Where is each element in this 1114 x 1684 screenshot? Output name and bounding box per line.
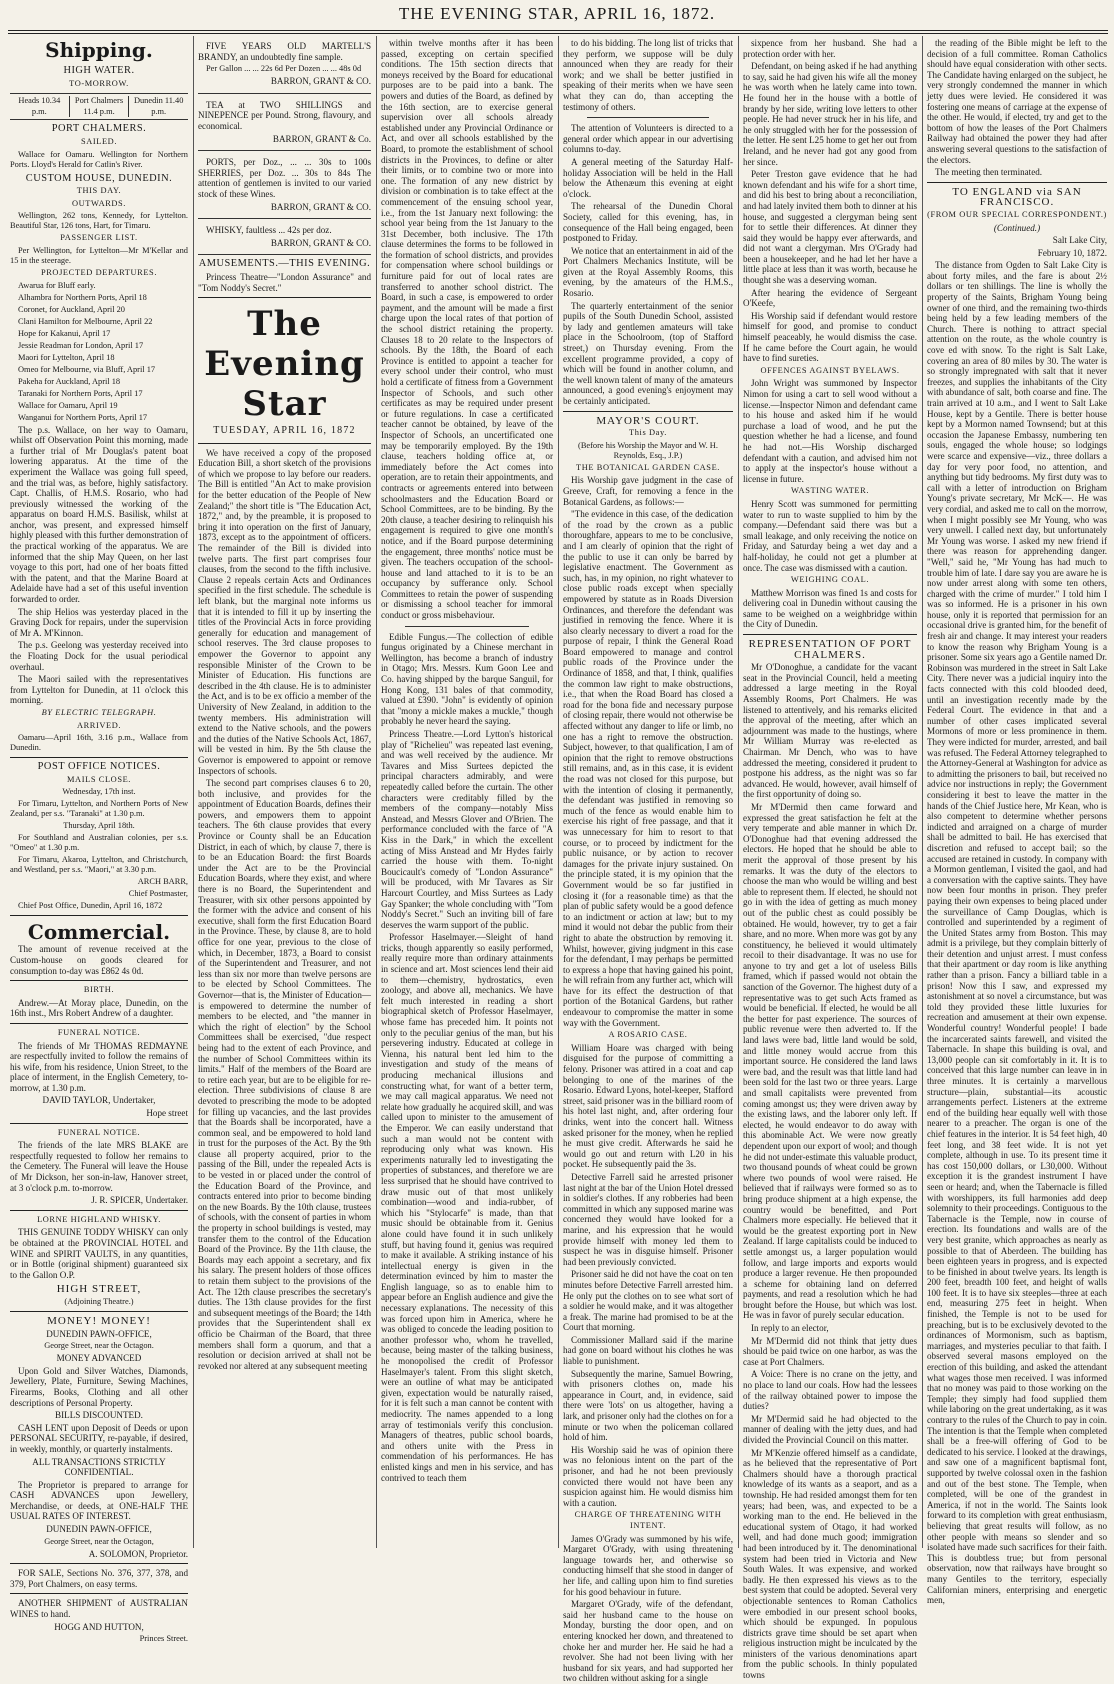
list-item: Wanganui for Northern Ports, April 17: [18, 412, 148, 422]
dateline-place: Salt Lake City,: [1052, 235, 1107, 246]
article-paragraph: Mr M'Kenzie offered himself as a candidate, as he believed that the representative of Port Chalmers should have a thorough practical knowledge of its wants as a seaport, and as a township. He had resided amongst them for ten years; had been, was, and expected to be a working man to the end. He believed in the educational system of Otago, it had worked well, and had done much good; immigration had been introduced by it. The denominational system had been tried in Victoria and New South Wales. It was expensive, and worked badly. He then expressed his views as to the best system that could be adopted. Several very objectionable sentences to Roman Catholics were embodied in our present school books, which should be expunged. In populous districts grave time should be set apart when religious instruction might be inculcated by the ministers of the various denominations apart from the public schools. In thinly populated towns: [743, 1447, 917, 1681]
column-divider: [376, 36, 377, 1548]
post-line: For Timaru, Lyttelton, and Northern Ports of New Zealand, per s.s. "Taranaki" at 1.30 p.m.: [10, 799, 188, 819]
article-paragraph: Matthew Morrison was fined 1s and costs for delivering coal in Dunedin without causing the same to be weighed on a weighbridge within the City of Dunedin.: [743, 587, 917, 630]
pawn-office-title: DUNEDIN PAWN-OFFICE,: [46, 1328, 152, 1339]
article-paragraph: Professor Haselmayer.—Sleight of hand tricks, though apparently so easily performed, really require more than ordinary attainments in science and art. Most sciences lend their aid to them—chemistry, hydrostatics, even zoology, and above all, mechanics. We have felt much interested in reading a short biographical sketch of Professor Haselmayer, whose fame has preceded him. It points not only to the peculiar genius of the man, but his persevering industry. Educated at college in Vienna, his natural bent led him to the investigation and study of the means of producing mechanical illusions and constructing what, for want of a better term, we may call magical apparatus. We need not relate how gradually he acquired skill, and was called upon to minister to the amusement of the Emperor. We can easily understand that such a man would not be content with reproducing only what was known. His experiments naturally led to investigating the properties of substances, and therefore we are less surprised that he should have contrived to draw music out of that most unlikely combination—wood and india-rubber, of which his "Stylocarfe" is made, than that music should be obtainable from it. Genius alone could have found it in such unlikely stuff, but having found it, genius was required to make it available. A striking instance of his intellectual energy is given in the determination evinced by him to master the English language, so as to enable him to appear before an English audience and give the necessary explanations. The necessity of this was forced upon him in America, where he was obliged to concede the leading position to another professor who, whom he travelled, because, being master of the talking business, he monopolised the credit of Professor Haselmayer's talent. From this slight sketch, were an outline of what may be anticipated given, expectation would be naturally raised, for it is felt such a man cannot be content with mediocrity. The names appended to a long array of testimonials verify this conclusion. Managers of theatres, public school boards, and others unite with the Press in commendation of his performances. He has enlisted kings and men in his service, and has contrived to teach them: [381, 932, 553, 1483]
whisky-heading: LORNE HIGHLAND WHISKY.: [37, 1214, 161, 1224]
helios-paragraph: The ship Helios was yesterday placed in the Graving Dock for repairs, under the supervision of Mr A. M'Kinnon.: [10, 606, 188, 638]
article-paragraph: His Worship said he was of opinion there was no felonious intent on the part of the prisoner, and had he not been previously convicted there would not have been any suspicion against him. He would dismiss him with a caution.: [563, 1444, 733, 1508]
brandy-prices: Per Gallon ... ... 22s 6d Per Dozen ... ... 48s 0d: [206, 64, 362, 74]
article-paragraph: The rehearsal of the Dunedin Choral Society, called for this evening, has, in consequence of the Hall being engaged, been postponed to Friday.: [563, 201, 733, 244]
outwards-heading: OUTWARDS.: [71, 198, 127, 208]
divider: [10, 757, 188, 758]
brandy-advert: [198, 38, 371, 94]
weighing-coal-heading: WEIGHING COAL.: [790, 575, 870, 585]
sailed-text: Wallace for Oamaru. Wellington for Northern Ports. Lloyd's Herald for Catlin's River.: [10, 149, 188, 169]
outwards-text: Wellington, 262 tons, Kennedy, for Lyttelton. Beautiful Star, 126 tons, Hart, for Timaru.: [10, 211, 188, 231]
wasting-water-heading: WASTING WATER.: [790, 486, 870, 496]
projected-departures-heading: PROJECTED DEPARTURES.: [40, 267, 158, 277]
divider: [198, 297, 371, 298]
divider: [10, 1210, 188, 1211]
column-news: [381, 38, 553, 1548]
solomon-proprietor: A. SOLOMON, Proprietor.: [88, 1548, 188, 1559]
column-court-continued: [743, 38, 918, 1681]
maori-paragraph: The Maori sailed with the representatives from Lyttelton for Dunedin, at 11 o'clock this morning.: [10, 674, 188, 706]
column-court: [563, 38, 733, 1684]
divider: [10, 1123, 188, 1124]
divider: [927, 182, 1107, 183]
adjoining-theatre: (Adjoining Theatre.): [64, 1296, 134, 1306]
divider: [10, 980, 188, 981]
pawn-office-address: George Street, near the Octagon.: [44, 1341, 154, 1351]
list-item: Wallace for Oamaru, April 19: [18, 400, 118, 410]
section-shipping: Shipping.: [45, 38, 153, 62]
arrived-text: Oamaru—April 16th, 3.16 p.m., Wallace from Dunedin.: [10, 733, 188, 753]
list-item: Alhambra for Northern Ports, April 18: [18, 292, 147, 302]
article-paragraph: Detective Farrell said he arrested prisoner last night at the bar of the Union Hotel dressed in soldier's clothes. If any robberies had been committed in which any supposed marine was concerned they would have looked for a marine, and his expression that he would provide himself with money led them to suspect he was in disguise himself. Prisoner had been previously convicted.: [563, 1171, 733, 1267]
article-paragraph: the reading of the Bible might be left to the decision of a full committee. Roman Catholics should have equal consideration with other sects. The Candidate having enlarged on the subject, he very strongly condemned the manner in which jetty dues were levied. He considered it was fostering one means of carriage at the expense of the other. He would, if elected, try and get to the bottom of how the leases of the Port Chalmers Railway had obtained the power they had after answering several questions to the satisfaction of the electors.: [927, 38, 1107, 165]
tide-port-chalmers: Port Chalmers 11.4 p.m.: [69, 96, 129, 117]
post-office-date: Chief Post Office, Dunedin, April 16, 1872: [18, 901, 163, 911]
whisky-text: THIS GENUINE TODDY WHISKY can only be obtained at the PROVINCIAL HOTEL and WINE and SPIRIT VAULTS, in any quantities, or in Bottle (original shipment) guaranteed six to the Gallon O.P.: [10, 1227, 188, 1280]
telegraph-heading: BY ELECTRIC TELEGRAPH.: [41, 707, 157, 717]
birth-heading: BIRTH.: [83, 985, 115, 995]
this-day: THIS DAY.: [76, 186, 122, 196]
tide-heads: Heads 10.34 p.m.: [18, 96, 61, 116]
article-paragraph: The attention of Volunteers is directed to a general order which appear in our advertising columns to-day.: [563, 123, 733, 155]
england-heading: TO ENGLAND via SAN FRANCISCO.: [952, 185, 1082, 209]
barron-grant-sig: BARRON, GRANT & CO.: [270, 201, 371, 212]
article-paragraph: The meeting then terminated.: [935, 167, 1043, 178]
masthead: THE EVENING STAR, APRIL 16, 1872.: [398, 4, 716, 23]
funeral-text-2: The friends of the late MRS BLAKE are respectfully requested to follow her remains to the Cemetery. The Funeral will leave the House of Mr Dickson, her son-in-law, Hanover street, at 3 o'clock p.m. to-morrow.: [10, 1140, 188, 1193]
divider: [10, 915, 188, 916]
to-morrow: TO-MORROW.: [69, 78, 129, 88]
article-paragraph: Commissioner Mallard said if the marine had gone on board without his clothes he was liable to punishment.: [563, 1334, 733, 1367]
divider: [10, 1311, 188, 1312]
high-street: HIGH STREET,: [56, 1283, 142, 1296]
divider: [405, 626, 529, 627]
column-shipping: [10, 38, 188, 1644]
birth-text: Andrew.—At Moray place, Dunedin, on the 16th inst., Mrs Robert Andrew of a daughter.: [10, 997, 188, 1019]
pawn-text: Upon Gold and Silver Watches, Diamonds, Jewellery, Plate, Furniture, Sewing Machines, Firearms, Books, Clothing and all other descriptions of Personal Property.: [10, 1365, 188, 1408]
column-divider: [558, 36, 559, 1548]
list-item: Coronet, for Auckland, April 20: [18, 304, 125, 314]
chief-postmaster: Chief Postmaster,: [128, 889, 188, 899]
article-paragraph: Mr M'Dermid did not think that jetty dues should be paid twice on one harbor, as was the case at Port Chalmers.: [743, 1335, 917, 1367]
rosario-heading: A ROSARIO CASE.: [608, 1030, 688, 1040]
list-item: Omeo for Melbourne, via Bluff, April 17: [18, 364, 156, 374]
passenger-text: Per Wellington, for Lyttelton—Mr M'Kellar and 15 in the steerage.: [10, 245, 188, 265]
funeral-heading-1: FUNERAL NOTICE.: [57, 1027, 141, 1037]
revenue-text: The amount of revenue received at the Custom-house on goods cleared for consumption to-day was £862 4s 0d.: [10, 944, 188, 976]
editorial-paragraph: The second part comprises clauses 6 to 20, both inclusive, and provides for the appointment of Education Boards, defines their powers, and empowers them to appoint teachers. The 6th clause provides that every Province or County shall be an Education District, in each of which, by clause 7, there is to be an Education Board: the first Boards under the Act are to be the Provincial Education Boards, where they exist, and where there is no Board, the Superintendent and Treasurer, with six other persons appointed by the former with the advice and consent of his executive, shall form the first Education Board in the Province. These, by clause 8, are to hold office for one year, previous to the close of which, in December, 1873, a Board to consist of the Superintendent and Treasurer, and not less than six nor more than twelve persons are to be elected by School Committees. The Governor—that is, the Minister of Education—is empowered to determine the number of members to be elected, and "the manner in which the right of election" by the School Committees shall be exercised, "due respect being had to the extent of each Province, and the number of School Committees within its limits." Half of the members of the Board are to retire each year, but are to be eligible for re-election. Three subdivisions of clause 8 are devoted to prescribing the mode to be adopted for filling up vacancies, and the last provides that the Boards shall be incorporated, have a common seal, and be empowered to hold land in trust for the purposes of the Act. By the 9th clause all property acquired, prior to the passing of the Bill, under the repealed Acts is to be vested in or placed under the control of the Education Board of the Province, and contracts entered into prior to become binding on the new Boards. By the 10th clause, trustees of schools, with the consent of parties in whom the property in school buildings is vested, may transfer them to the control of the Education Board of the Province. By the 11th clause, the Boards may each appoint a secretary, and fix his salary. The present holders of those offices to retain them subject to the provisions of the Act. The 12th clause prescribes the secretary's duties. The 13th clause provides for the first and subsequent meetings of the Board; the 14th provides that the Superintendent shall ex officio be Chairman of the Board, that three members shall form a quorum, and that a resolution or decision arrived at shall not be revoked nor altered at any subsequent meeting: [198, 778, 371, 1371]
post-line: For Southland and Australian colonies, per s.s. "Omeo" at 1.30 p.m.: [10, 833, 188, 853]
continued-line: (Continued.): [993, 222, 1041, 233]
barron-grant-sig: BARRON, GRANT & CO.: [270, 76, 371, 87]
tea-advert: [198, 97, 371, 151]
princes-street: Princes Street.: [139, 1634, 188, 1644]
article-paragraph: Princess Theatre.—Lord Lytton's historical play of "Richelieu" was repeated last evening, and was well received by the audience. Mr Tavares and Miss Surtees depicted the principal characters admirably, and were repeatedly called before the curtain. The other characters were creditably filled by the members of the company—notably Miss Anstead, and Messrs Glover and O'Brien. The performance concluded with the farce of "A Kiss in the Dark," in which the excellent acting of Miss Anstead and Mr Hydes fairly carried the house with them. To-night Boucicault's comedy of "London Assurance" will be produced, with Mr Tavares as Sir Harcourt Courtley, and Miss Surtees as Lady Gay Spanker; the whole concluding with "Tom Noddy's Secret." Such an inviting bill of fare deserves the warm support of the public.: [381, 729, 553, 930]
article-paragraph: A general meeting of the Saturday Half-holiday Association will be held in the Hall below the Athenæum this evening at eight o'clock.: [563, 156, 733, 199]
threatening-heading: CHARGE OF THREATENING WITH INTENT.: [574, 1510, 722, 1530]
dateline-date: February 10, 1872.: [1037, 247, 1107, 258]
divider: [10, 1023, 188, 1024]
article-paragraph: to do his bidding. The long list of tricks that they perform, we suppose will be duly announced when they are ready for their work; and we shall be better justified in speaking of their merits when we have seen what they can do, than accepting the testimony of others.: [563, 38, 733, 112]
tea-text: TEA at TWO SHILLINGS and NINEPENCE per Pound. Strong, flavoury, and economical.: [198, 99, 371, 131]
tide-dunedin: Dunedin 11.40 p.m.: [128, 96, 188, 117]
bills-discounted: BILLS DISCOUNTED.: [55, 1410, 143, 1421]
editorial-paragraph: We have received a copy of the proposed Education Bill, a short sketch of the provisions of which we propose to lay before our readers. The Bill is entitled "An Act to make provision for the better education of the People of New Zealand;" the short title is "The Education Act, 1872," and, by the preamble, it is proposed to bring it into operation on the first of January, 1873, except as to the appointment of officers. The remainder of the Bill is divided into twelve parts. The first part comprises four clauses, from the second to the fifth inclusive. Clause 2 repeals certain Acts and Ordinances specified in the first schedule. The schedule is left blank, but the marginal note informs us that it is intended to fill it up by inserting the titles of the Provincial Acts in force providing generally for education and management of school reserves. The 3rd clause proposes to empower the Governor to appoint any responsible Minister of the Crown to be Minister of Education. His functions are described in the 4th clause. He is to administer the Act, and is to be ex officio a member of the University of New Zealand, in addition to the twenty members. His administration will extend to the Native schools, and the powers and the duties of the Native Schools Act, 1867, will be vested in him. By the 5th clause the Governor is empowered to appoint or remove Inspectors of schools.: [198, 447, 371, 776]
whisky-price: WHISKY, faultless ... 42s per doz.: [206, 225, 332, 236]
pawn-office-address-2: George Street, near the Octagon,: [44, 1536, 154, 1546]
divider: [563, 411, 733, 412]
article-paragraph: A Voice: There is no crane on the jetty, and no place to land our coals. How had the lessees of the railway obtained power to impose the duties?: [743, 1369, 917, 1412]
sailed-heading: SAILED.: [80, 136, 118, 146]
for-sale: FOR SALE, Sections No. 376, 377, 378, and 379, Port Chalmers, on easy terms.: [10, 1568, 188, 1589]
article-paragraph: William Hoare was charged with being disguised for the purpose of committing a felony. Prisoner was attired in a coat and cap belonging to one of the marines of the Rosario. Edward Lyons, hotel-keeper, Stafford street, said prisoner was in the billiard room of his hotel last night, and, after ordering four drinks, went into the concert hall. Witness asked prisoner for the money, when he replied he must give credit. Afterwards he said he would go out and return with L20 in his pocket. He subsequently paid the 3s.: [563, 1042, 733, 1170]
article-paragraph: We notice that an entertainment in aid of the Port Chalmers Mechanics Institute, will be given at the Royal Assembly Rooms, this evening, by the amateurs of the H.M.S., Rosario.: [563, 245, 733, 299]
list-item: Awarua for Bluff early.: [18, 280, 96, 290]
paper-date: TUESDAY, APRIL 16, 1872: [213, 425, 356, 437]
list-item: Jessie Readman for London, April 17: [18, 340, 144, 350]
passenger-list-heading: PASSENGER LIST.: [60, 233, 138, 243]
botanical-heading: THE BOTANICAL GARDEN CASE.: [576, 462, 720, 472]
departures-list: [10, 281, 188, 423]
list-item: Pakeha for Auckland, April 18: [18, 376, 121, 386]
amusements-text: Princess Theatre—"London Assurance" and "Tom Noddy's Secret.": [198, 271, 371, 293]
divider: [198, 443, 371, 444]
funeral-text-1: The friends of Mr THOMAS REDMAYNE are respectfully invited to follow the remains of his wife, from his residence, Union Street, to the place of interment, in the English Cemetery, to-morrow, at 1.30 p.m.: [10, 1040, 188, 1093]
funeral-heading-2: FUNERAL NOTICE.: [57, 1127, 141, 1137]
article-paragraph: James O'Grady was summoned by his wife, Margaret O'Grady, with using threatening language towards her, and otherwise so conducting himself that she stood in danger of her life, and calling upon him to find sureties for his good behaviour in future.: [563, 1533, 733, 1597]
article-paragraph: John Wright was summoned by Inspector Nimon for using a cart to sell wood without a license.—Inspector Nimon and defendant came to his house and asked him if he would purchase a load of wood, and he put the question whether he had a license, and found he had not.—His Worship discharged defendant with a caution, and advised him not to apply at the inspector's house without a license in future.: [743, 378, 917, 484]
article-paragraph: Peter Treston gave evidence that he had known defendant and his wife for a short time, and did his best to bring about a reconciliation, and had lately invited them both to dinner at his house, and suggested a clergyman being sent for to settle their differences. At dinner they said they would be happy ever afterwards, and did not want a clergyman. Mrs O'Grady had been a housekeeper, and he had let her have a little place at less than it was worth, because he thought she was a deserving woman.: [743, 169, 918, 286]
funeral-sig-2: J. R. SPICER, Undertaker.: [91, 1195, 188, 1206]
column-divider: [193, 36, 194, 1548]
column-correspondence: [927, 38, 1107, 1606]
column-divider: [922, 36, 923, 1548]
pawn-office-title-2: DUNEDIN PAWN-OFFICE,: [46, 1524, 152, 1535]
arrived-heading: ARRIVED.: [76, 720, 122, 730]
article-paragraph: Henry Scott was summoned for permitting water to run to waste supplied to him by the company.—Defendant said there was but a small leakage, and only receiving the notice on Friday, and Saturday being a wet day and a half-holiday, he could not get a plumber at once. The case was dismissed with a caution.: [743, 498, 917, 573]
article-paragraph: within twelve months after it has been passed, excepting on certain specified conditions. The 15th section directs that moneys received by the Board for educational purposes are to be paid into a bank. The powers and duties of the Board, as defined by the 16th section, are to exercise general supervision over all schools already established under any Provincial Ordinance or Act, and over all schools established by the Board, to promote the establishment of school districts in the Provinces, to define or alter their limits, or to combine two or more into one. The formation of any new district by division or combination is to take effect at the commencement of the ensuing school year, i.e., from the 1st January next following: the school year being from the 1st January to the 31st December, both inclusive. The 17th clause determines the forms to be followed in the formation of school districts, and provides for compensation where school buildings or furniture paid for out of local rates are transferred to another school district. The Board, in such a case, is empowered to order payment, and the amount will be made a first charge upon the local rates of that portion of the school district retaining the property. Clauses 18 to 20 relate to the Inspectors of schools. By the 18th, the Board of each Province is entitled to appoint a teacher for every school under their control, who must hold a certificate of fitness from a Government Inspector of Schools, and such other certificates as may be required under present or future regulations. In case a certificated teacher cannot be obtained, by leave of the Inspector of Schools, an uncertificated one may be temporarily employed. By the 19th clause, teachers holding office at, or immediately before the Act comes into operation, are to retain their appointments, and contracts or agreements entered into between schoolmasters and the Education Board or School Committees, are to be binding. By the 20th clause, a teacher desiring to relinquish his engagement is required to give one month's notice, and if the Board purpose determining the engagement, three months' notice must be given. The teachers occupation of the school-house and land attached to it is to be an occupancy by sufferance only. School Committees to retain the power of suspending or dismissing a school teacher for immoral conduct or gross misbehaviour.: [381, 38, 553, 621]
list-item: Clani Hamilton for Melbourne, April 22: [18, 316, 153, 326]
article-paragraph: "The evidence in this case, of the dedication of the road by the crown as a public thoroughfare, appears to me to be conclusive, and I am clearly of opinion that the right of the public to use it can only be barred by legislative enactment. The Government as such, has, in my opinion, no right whatever to close public roads except when specially empowered by statute as in Roads Diversion Ordinances, and therefore the defendant was justified in removing the fence. Where it is also clearly necessary to divert a road for the purpose of repair, I think the General Road Board empowered to manage and control public roads of the Province under the Ordinance of 1858, and that, I think, qualifies the common law right to make obstructions, i.e., that when the Road Board has closed a road for the bona fide and necessary purpose of closing repair, there would not otherwise be affected without any danger to life or limb, no one has a right to remove the obstruction. Subject, however, to that qualification, I am of opinion that the right to remove obstructions still remains, and, as in this case, it is evident the road was not closed for this purpose, but with the intention of closing it permanently, the defendant was justified in removing so much of the fence as would enable him to exercise his right of free passage, and that it was unnecessary for him to resort to that course, or to proceed by indictment for the public nuisance, or by action to recover damages for the private injury sustained. On the principle stated, it is my opinion that the Government would be so far justified in closing it (for a reasonable time) as that the plan of public safety would be a good defence to an indictment or action at law; but to my mind it would not debar the public from their right to abate the obstruction by removing it. Whilst, however, giving judgment in this case for the defendant, I may perhaps be permitted to express a hope that having gained his point, he will refrain from any further act, which will have for its effect the destruction of that portion of the Botanical Gardens, but rather endeavour to compromise the matter in some way with the Government.: [563, 509, 733, 1028]
barron-grant-sig: BARRON, GRANT & Co.: [272, 133, 371, 144]
another-shipment: ANOTHER SHIPMENT of AUSTRALIAN WINES to hand.: [10, 1598, 188, 1620]
ports-text: PORTS, per Doz., ... ... 30s to 100s SHERRIES, per Doz. ... 30s to 84s The attention of gentlemen is invited to our varied stock of these Wines.: [198, 157, 371, 199]
cash-lent: CASH LENT upon Deposit of Deeds or upon PERSONAL SECURITY, re-payable, if desired, in weekly, monthly, or quarterly instalments.: [10, 1422, 188, 1454]
paper-title: The Evening Star: [204, 304, 365, 425]
article-paragraph: Subsequently the marine, Samuel Bowring, with prisoners clothes on, made his appearance in Court, and, in evidence, said there were 'lots' on us altogether, having a lark, and prisoner only had the clothes on for a minute or two when the policeman collared hold of him.: [563, 1368, 733, 1443]
section-commercial: Commercial.: [27, 920, 171, 945]
article-paragraph: Mr M'Dermid then came forward and expressed the great satisfaction he felt at the very temperate and able manner in which Dr. O'Donoghue had that evening addressed the electors. He hoped that he should be able to merit the approval of those present by his remarks. It was the duty of the electors to choose the man who would be willing and best able to represent them. If elected, he should not go in with the idea of getting as much money out of the public chest as could possibly be obtained. He would, however, try to get a fair share, and no more. When more was got by any constituency, he believed it would ultimately recoil to their disadvantage. It was no use for anyone to try and get a lot of useless Bills framed, which if passed would not obtain the sanction of the Governor. The highest duty of a representative was to get such Acts framed as would be beneficial. If elected, he would be all the better for past experience. The sources of public revenue were then adverted to. If the land laws were bad, little land would be sold, and little money would accrue from this important source. He considered the land laws were bad, and the result was that little land had been sold for the last two or three years. Large and small capitalists were prevented from coming amongst us; they were driven away by the existing laws, and the laborer only left. If elected, he would endeavor to do away with this abominable Act. We were now greatly dependent upon our export of wool; and though he did not under-estimate this valuable product, two thousand pounds of wheat could be grown where two pounds of wool were raised. He believed that if railways were formed so as to bring produce shipment at a high expense, the country would be benefitted, and Port Chalmers more especially. He believed that it would be the greatest exporting port in New Zealand. If large capitalists could be induced to settle amongst us, a larger population would follow, and large imports and exports would produce a larger revenue. He then propounded a scheme for obtaining land on deferred payments, and read a resolution which he had brought before the House, but which was lost. He was in favor of purely secular education.: [743, 801, 917, 1321]
funeral-sig-1: DAVID TAYLOR, Undertaker,: [42, 1095, 156, 1106]
article-paragraph: His Worship said if defendant would restore himself for good, and promise to conduct himself peaceably, he would dismiss the case. If he came before the Court again, he would have to find sureties.: [743, 310, 917, 364]
article-paragraph: The quarterly entertainment of the senior pupils of the South Dunedin School, assisted by lady and gentlemen amateurs will take place in the Schoolroom, (top of Stafford street,) on Thursday evening. From the excellent programme provided, a copy of which will be found in another column, and the well known talent of many of the amateurs announced, a good evening's enjoyment may be certainly anticipated.: [563, 300, 733, 406]
article-paragraph: After hearing the evidence of Sergeant O'Keefe,: [743, 287, 917, 309]
amusements-heading: AMUSEMENTS.—THIS EVENING.: [198, 258, 371, 270]
article-paragraph: The distance from Ogden to Salt Lake City is about forty miles, and the fare is about 2½ dollars or ten shillings. The line is wholly the property of the Saints, Brigham Young being owner of one third, and the remaining two-thirds being held by a few leading members of the Church. There is nothing to attract special attention on the route, as the whole country is cove ed with snow. To the right is Salt Lake, covering an area of 80 miles by 30. The water is so strongly impregnated with salt that it never freezes, and supplies the inhabitants of the City with abundance of salt, both coarse and fine. The train arrived at 10 a.m., and I went to Salt Lake House, kept by a Gentile. There is better house kept by a Mormon named Townsend; but at this occasion the Japanese Embassy, numbering ten souls, engaged the whole house; so lodgings were scarce and expensive—viz., three dollars a day for very poor food, no attention, and anything but tidy bedrooms. My first duty was to call with a letter of introduction on Brigham Young's private secretary, Mr McK—. He was very cordial, and asked me to call on the morrow, when I might possibly see Mr Young, who was very unwell. I called next day, but unfortunately Mr Young was worse. I asked my new friend if there was reason for apprehending danger. "Well," said he, "Mr Young has had much to trouble him of late. I dare say you are aware he is now under arrest along with some ten others, charged with the crime of murder." I told him I was so informed. He is a prisoner in his own house, only it is reported that permission for an occasional drive is granted him, for the benefit of fresh air and change. It may interest your readers to know the reason why Brigham Young is a prisoner. Some six years ago a Gentile named Dr. Robinson was murdered in the street in Salt Lake City. There never was a judicial inquiry into the facts connected with this cold blooded deed, until an investigation recently made by the Federal Court. The evidence in that and a number of other cases implicated several Mormons of more or less prominence in them. They were indicted for murder, arrested, and bail was refused. The Federal Attorney telegraphed to the Attorney-General at Washington for advice as to admitting the prisoners to bail, but received no advice nor instructions in reply; the Government considering it best to leave the matter in the hands of the Chief Justice here, Mr Kean, who is also competent to determine whether persons indicted and arraigned on a charge of murder shall be admitted to bail. He has exercised that discretion and refused to accept bail; so the accused are retained in custody. In company with a Mormon gentleman, I visited the gaol, and had a conversation with the captive saints. They have now been four months in prison. They prefer paying their own expenses to being placed under the surveillance of Camp Douglas, which is controlled and superintended by a regiment of the United States army from Boston. This may admit is a privilege, but they complain bitterly of their detention and unjust arrest. I must confess that their apartment or day room is like anything rather than a prison. Fancy a billiard table in a prison! Now this I saw, and expressed my astonishment at so novel a circumstance, but was told they provided these little luxuries for recreation and amusement at their own expense. Wonderful country! Wonderful people! I bade the incarcerated saints farewell, and visited the Tabernacle. In shape this building is oval, and 13,000 people can sit comfortably in it. It is to conceived that this large number can leave in in three minutes. It is certainly a marvellous structure—plain, substantial—its acoustic arrangements perfect. Listeners at the extreme end of the building hear equally well with those nearer to a preacher. The organ is one of the chief features in the interior. It is 54 feet high, 40 feet long, and 38 feet wide. It is not yet complete, although in use. To its present time it has cost 150,000 dollars, or L30,000. Without exception it is the grandest instrument I have seen or heard; and, when the Tabernacle is filled with worshippers, its full harmonies add deep solemnity to their proceedings. Contiguous to the Tabernacle is the Temple, now in course of erection. Its foundations and walls are of the very best granite, which approaches as nearly as possible to that of Aberdeen. The building has been eighteen years in progress, and is expected to be finished in about twelve years. Its length is 200 feet, breadth 100 feet, and height of walls 100 feet. It is to have six steeples—three at each end, measuring 275 feet in height. When finished, the Temple is not to be used for preaching, but is to be exclusively devoted to the ordinances of Mormonism, such as baptism, marriages, and mysteries peculiar to that faith. I observed several masons employed on the erection of this building, and asked the attendant what wages those men received. I was informed that no money was paid to those working on the Temple; they simply had food supplied them while laboring on the great undertaking, as it was contrary to the rules of the Church to pay in coin. The intention is that the Temple when completed shall be a free-will offering of God to be dedicated to his service. I looked at the drawings, and saw one of a magnificent baptismal font, supported by twelve colossal oxen in the fashion and out of the best stone. The Temple, when completed, will be one of the grandest in America, if not in the world. The Saints look forward to its completion with great enthusiasm, believing that great results will follow, as no other people with means so slender and so isolated have made such sacrifices for their faith. This is doubtless true; but from personal observation, now that railways have brought so many Gentiles to the territory, especially Californian miners, enterprising and energetic men,: [927, 260, 1107, 1606]
bylaws-heading: OFFENCES AGAINST BYELAWS.: [760, 365, 900, 375]
brandy-text: FIVE YEARS OLD MARTELL'S BRANDY, an undoubtedly fine sample.: [198, 41, 371, 62]
money-heading: MONEY! MONEY!: [47, 1314, 151, 1327]
whisky-advert: [198, 222, 371, 255]
article-paragraph: Edible Fungus.—The collection of edible fungus originated by a Chinese merchant in Wellington, has become a branch of industry in Otago; Mrs. Messrs. Kum Goon Lee and Co. having shipped by the barque Sanguil, for Hong Kong, 131 bales of that commodity, valued at £390. "John" is evidently of opinion that "mony a mickle makes a muckle," though probably he never heard the saying.: [381, 631, 553, 727]
mails-close: MAILS CLOSE.: [67, 774, 131, 784]
geelong-paragraph: The p.s. Geelong was yesterday received into the Floating Dock for the usual periodical overhaul.: [10, 640, 188, 672]
list-item: Maori for Lyttelton, April 18: [18, 352, 115, 362]
mayors-court-heading: MAYOR'S COURT.: [596, 414, 700, 427]
all-transactions: ALL TRANSACTIONS STRICTLY CONFIDENTIAL.: [32, 1456, 166, 1478]
post-line: Wednesday, 17th inst.: [62, 787, 136, 797]
correspondent-line: (FROM OUR SPECIAL CORRESPONDENT.): [927, 209, 1107, 219]
post-line: Thursday, April 18th.: [63, 821, 135, 831]
hogg-hutton: HOGG AND HUTTON,: [54, 1621, 144, 1632]
article-paragraph: Defendant, on being asked if he had anything to say, said he had given his wife all the money he was worth when he lately came into town. He found her in the house with a bottle of brandy by her side, writing love letters to other people. He had never struck her in his life, and he only struggled with her for the possession of the letter. He sent L25 home to get her out from Ireland, and he never had got any good from her since.: [743, 61, 917, 167]
column-editorial: [198, 38, 371, 1548]
article-paragraph: Mr O'Donoghue, a candidate for the vacant seat in the Provincial Council, held a meeting addressed a large meeting in the Royal Assembly Rooms, Port Chalmers. He was listened to attentively, and his remarks elicited the approval of the meeting, after which an adjournment was made to the hustings, where Mr William Murray was re-elected as Chairman. Mr Dench, who was to have addressed the meeting, considered it prudent to postpone his address, as the night was so far advanced. He would, however, avail himself of the first opportunity of doing so.: [743, 662, 917, 800]
this-day-sub: This Day.: [629, 428, 667, 438]
ports-advert: [198, 154, 371, 219]
custom-house-heading: CUSTOM HOUSE, DUNEDIN.: [25, 172, 173, 184]
masthead-rule: [8, 30, 1108, 31]
article-paragraph: Mr M'Dermid said he had objected to the manner of dealing with the jetty dues, and had divided the Provincial Council on this matter.: [743, 1413, 917, 1445]
money-advanced: MONEY ADVANCED: [56, 1353, 142, 1364]
high-water-heading: HIGH WATER.: [63, 65, 135, 76]
divider: [10, 1563, 188, 1564]
post-line: For Timaru, Akaroa, Lyttelton, and Christchurch, and Westland, per s.s. "Maori," at 3.30 p.m.: [10, 855, 188, 875]
article-paragraph: His Worship gave judgment in the case of Greeve, Craft, for removing a fence in the Botanical Gardens, as follows:—: [563, 475, 733, 507]
list-item: Taranaki for Northern Ports, April 17: [18, 388, 143, 398]
proprietor-text: The Proprietor is prepared to arrange for CASH ADVANCES upon Jewellery, Merchandise, or deeds, at ONE-HALF THE USUAL RATES OF INTEREST.: [10, 1479, 188, 1522]
representation-heading: REPRESENTATION OF PORT CHALMERS.: [748, 638, 912, 661]
arch-barr: ARCH BARR,: [137, 877, 188, 887]
tide-table: [10, 93, 188, 120]
wallace-paragraph: The p.s. Wallace, on her way to Oamaru, whilst off Observation Point this morning, made a further trial of Mr Douglas's patent boat lowering apparatus. At the time of the experiment the Wallace was going full speed, and the trial was, as before, highly satisfactory. Capt. Challis, of H.M.S. Rosario, who had previously witnessed the working of the apparatus on board H.M.S. Basilisk, whilst at anchor, was present, and expressed himself highly pleased with this further demonstration of the practical working of the apparatus. We are informed that the ship May Queen, on her last voyage to this port, had one of her boats fitted with the patent, and that the Marine Board at Adelaide have had a set of this useful invention forwarded to order.: [10, 424, 188, 605]
divider: [743, 634, 917, 635]
divider: [587, 117, 709, 118]
port-chalmers-heading: PORT CHALMERS.: [51, 123, 147, 135]
post-office-heading: POST OFFICE NOTICES.: [37, 761, 161, 773]
funeral-addr-1: Hope street: [146, 1108, 188, 1119]
article-paragraph: Margaret O'Grady, wife of the defendant, said her husband came to the house on Monday, bursting the door open, and on entering knocked her down, and threatened to choke her and murder her. He said he had a revolver. She had not been living with her husband for six years, and had supported her two children without asking for a single: [563, 1599, 733, 1684]
barron-grant-sig: BARRON, GRANT & CO.: [270, 237, 371, 248]
article-paragraph: Prisoner said he did not have the coat on ten minutes before Detective Farrell arrested him. He only put the clothes on to see what sort of a soldier he would make, and it was altogether a freak. The marine had promised to be at the Court that morning.: [563, 1269, 733, 1333]
article-paragraph: In reply to an elector,: [751, 1323, 829, 1334]
article-paragraph: sixpence from her husband. She had a protection order with her.: [743, 38, 917, 59]
list-item: Hope for Kakanui, April 17: [18, 328, 111, 338]
before-line: (Before his Worship the Mayor and W. H. Reynolds, Esq., J.P.): [578, 440, 718, 460]
masthead-rule-2: [8, 33, 1108, 34]
column-divider: [738, 36, 739, 1548]
divider: [10, 1593, 188, 1594]
